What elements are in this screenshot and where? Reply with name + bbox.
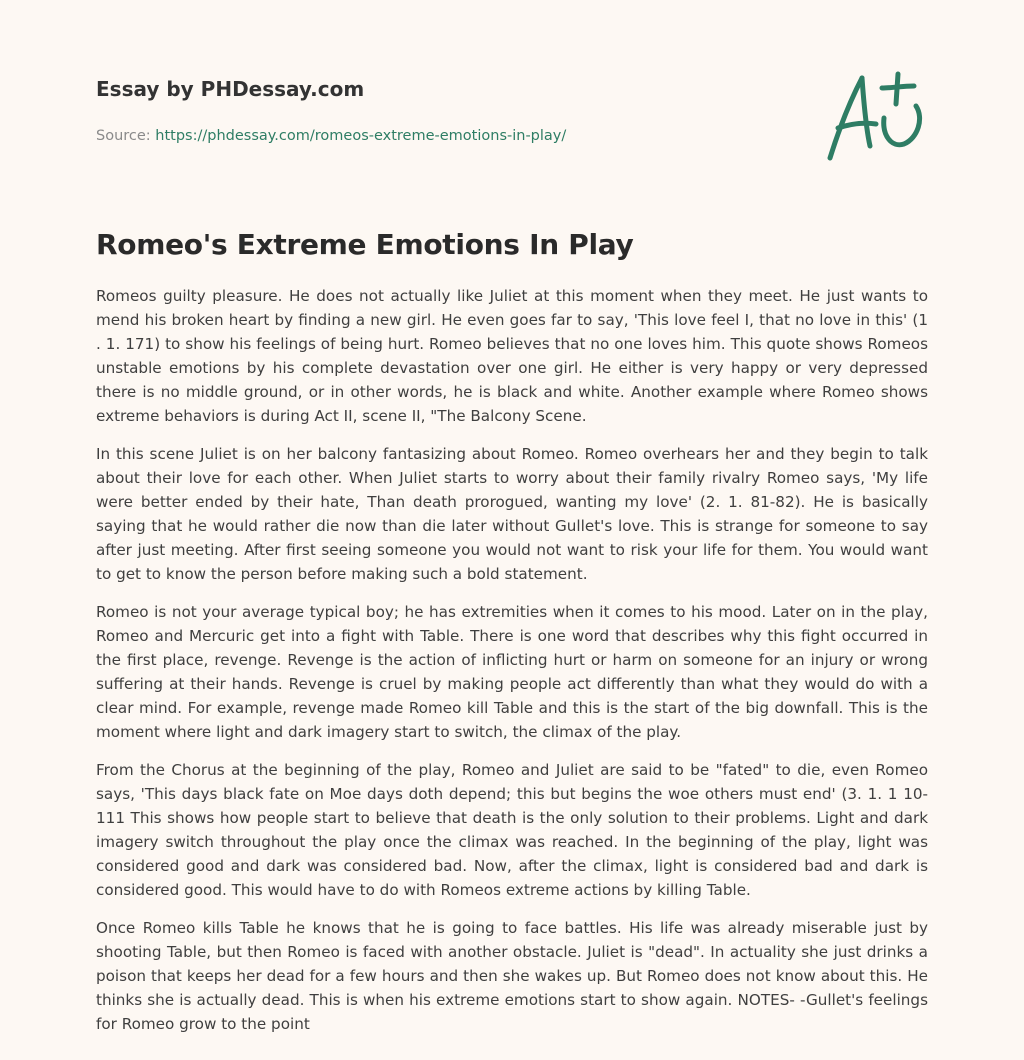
source-line <box>96 126 796 146</box>
essay-paragraph: Romeos guilty pleasure. He does not actually like Juliet at this moment when they meet. He just wants to mend his broken heart by finding a new girl. He even goes far to say, 'This love feel I, that no love in this' (1 . 1. 171) to show his feelings of being hurt. Romeo believes that no one loves him. This quote shows Romeos unstable emotions by his complete devastation over one girl. He either is very happy or very depressed there is no middle ground, or in other words, he is black and white. Another example where Romeo shows extreme behaviors is during Act II, scene II, "The Balcony Scene. <box>96 287 928 425</box>
essay-paragraph: From the Chorus at the beginning of the play, Romeo and Juliet are said to be "fated" to die, even Romeo says, 'This days black fate on Moe days doth depend; this but begins the woe others must end' (3. 1. 1 10-111 This shows how people start to believe that death is the only solution to their problems. Light and dark imagery switch throughout the play once the climax was reached. In the beginning of the play, light was considered good and dark was considered bad. Now, after the climax, light is considered bad and dark is considered good. This would have to do with Romeos extreme actions by killing Table. <box>96 761 928 899</box>
essay-paragraph: In this scene Juliet is on her balcony fantasizing about Romeo. Romeo overhears her and they begin to talk about their love for each other. When Juliet starts to worry about their family rivalry Romeo says, 'My life were better ended by their hate, Than death prorogued, wanting my love' (2. 1. 81-82). He is basically saying that he would rather die now than die later without Gullet's love. This is strange for someone to say after just meeting. After first seeing someone you would not want to risk your life for them. You would want to get to know the person before making such a bold statement. <box>96 445 928 583</box>
essay-paragraph: Once Romeo kills Table he knows that he is going to face battles. His life was already miserable just by shooting Table, but then Romeo is faced with another obstacle. Juliet is "dead". In actuality she just drinks a poison that keeps her dead for a few hours and then she wakes up. But Romeo does not know about this. He thinks she is actually dead. This is when his extreme emotions start to show again. NOTES- -Gullet's feelings for Romeo grow to the point <box>96 919 928 1033</box>
a-plus-grade-icon <box>820 66 930 166</box>
essay-body <box>96 284 928 1050</box>
brand-title: Essay by PHDessay.com <box>96 77 365 101</box>
document-header <box>96 74 796 146</box>
essay-paragraph: Romeo is not your average typical boy; he has extremities when it comes to his mood. Later on in the play, Romeo and Mercuric get into a fight with Table. There is one word that describes why this fight occurred in the first place, revenge. Revenge is the action of inflicting hurt or harm on someone for an injury or wrong suffering at their hands. Revenge is cruel by making people act differently than what they would do with a clear mind. For example, revenge made Romeo kill Table and this is the start of the big downfall. This is the moment where light and dark imagery start to switch, the climax of the play. <box>96 603 928 741</box>
essay-title: Romeo's Extreme Emotions In Play <box>96 228 634 261</box>
source-label: Source: <box>96 128 156 144</box>
source-link[interactable]: https://phdessay.com/romeos-extreme-emotions-in-play/ <box>155 128 567 144</box>
